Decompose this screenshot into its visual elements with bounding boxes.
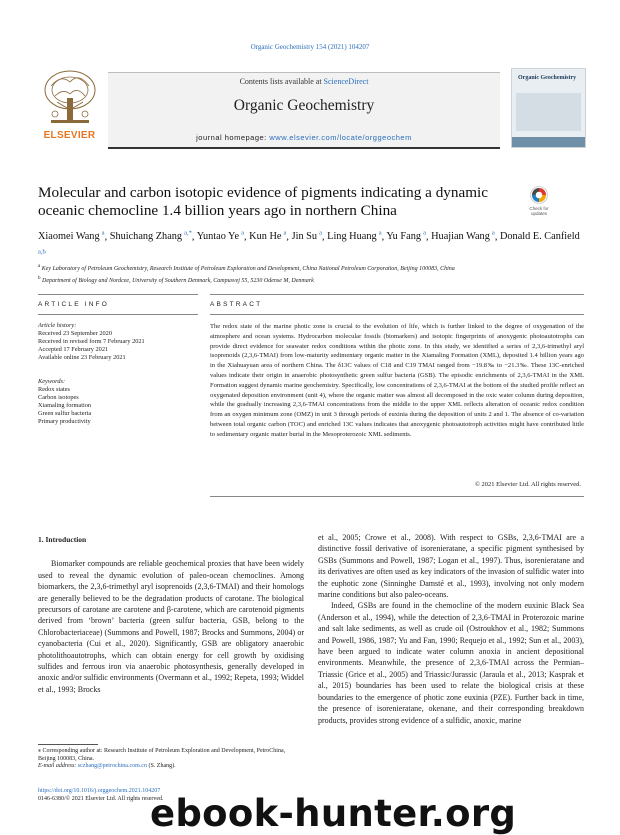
abstract-top-rule: [210, 294, 584, 295]
keyword: Carbon isotopes: [38, 394, 79, 401]
author-name: Ling Huang: [327, 231, 377, 243]
abstract-heading: ABSTRACT: [210, 301, 263, 308]
contents-prefix: Contents lists available at: [239, 77, 324, 86]
keyword: Redox states: [38, 386, 71, 393]
author-name: Huajian Wang: [431, 231, 490, 243]
homepage-link[interactable]: www.elsevier.com/locate/orggeochem: [269, 133, 412, 142]
author-name: Yu Fang: [386, 231, 421, 243]
author[interactable]: [197, 231, 244, 242]
author[interactable]: [249, 231, 286, 242]
journal-homepage: [108, 133, 500, 142]
history-label: Article history:: [38, 322, 77, 329]
abstract-bottom-rule: [210, 496, 584, 497]
author-affiliation-marker[interactable]: a: [101, 230, 105, 237]
author-name: Xiaomei Wang: [38, 231, 100, 243]
intro-paragraph: Biomarker compounds are reliable geochemical proxies that have been widely used to reveal the dynamic evolution of paleo-ocean chemoclines. Among biomarkers, the 2,3,6-trimethyl aryl isoprenoids (2,3,6-TMAI) and their homologs are generally believed to be the degradation products of carotane. The biological precursors of carotane are carotene and β-carotene, which are carotenoid pigments derived from ‘brown’ bacteria (green sulfur bacteria, GSB, belong to the Chlorobacteriaceae) (Summons and Powell, 1987; Brocks and Summons, 2004) or cyanobacteria (Cui et al., 2020). Significantly, GSB are obligatory anaerobic photolithoautotrophs, which can obtain energy for cell growth by oxidising sulfides and ferrous iron via anaerobic photosynthesis, generally developed in anoxic and/or sulfidic environments (Overmann et al., 1992; Repeta, 1993; Widdel et al., 1993; Brocks: [38, 559, 304, 694]
keyword: Primary productivity: [38, 418, 91, 425]
check-updates-label: Check for updates: [529, 206, 549, 216]
author-affiliation-marker[interactable]: a: [423, 230, 426, 237]
footnote-rule: [38, 744, 98, 745]
journal-name[interactable]: Organic Geochemistry: [233, 97, 375, 114]
author[interactable]: [431, 231, 495, 242]
cover-title: Organic Geochemistry: [518, 75, 577, 81]
author-affiliation-marker[interactable]: a,b: [38, 248, 46, 256]
author-affiliation-marker[interactable]: a: [378, 230, 382, 237]
elsevier-logo[interactable]: [38, 66, 101, 146]
journal-cover-thumbnail[interactable]: [511, 68, 586, 148]
body-left-column: [38, 534, 304, 695]
intro-paragraph-continued: et al., 2005; Crowe et al., 2008). With respect to GSBs, 2,3,6-TMAI are a distinctive fossil derivative of isorenieratane, a specific pigment synthesised by GSBs (Summons and Powell, 1987; Logan et al., 1997). Thus, isorenieratane and its derivatives are often used as key indicators of the invasion of sulfidic water into the euphotic zone (Sinninghe Damsté et al., 1993), involving not only modern marine conditions but also paleo-oceans.: [318, 533, 584, 600]
author-name: Yuntao Ye: [196, 231, 240, 243]
copyright-notice: © 2021 Elsevier Ltd. All rights reserved.: [474, 481, 581, 488]
section-title: 1. Introduction: [38, 535, 87, 544]
article-info-top-rule: [38, 294, 198, 295]
author-list: Xiaomei Wang $^a$, Shuichang Zhang $^{a,*}$, Yuntao Ye $^a$, Kun He $^a$, Jin Su $^a$, Ling Huang $^a$, Yu Fang $^a$, Huajian Wang $^a$, Donald E. Canfield $^{a,b}$: [38, 226, 586, 263]
author-name: Kun He: [249, 231, 282, 243]
history-accepted: Accepted 17 February 2021: [38, 346, 109, 353]
email-label: E-mail address:: [38, 763, 78, 770]
elsevier-tree-icon: [41, 68, 99, 128]
cover-artwork: [516, 93, 581, 131]
article-info: [38, 322, 198, 426]
journal-header: [38, 66, 584, 146]
email-link[interactable]: sczhang@petrochina.com.cn: [77, 763, 147, 770]
author-affiliation-marker[interactable]: a,*: [184, 230, 192, 237]
history-received: Received 23 September 2020: [38, 330, 112, 337]
affiliations: [38, 262, 586, 286]
watermark-text: ebook-hunter.org: [150, 792, 517, 835]
cover-strip: [512, 137, 585, 147]
author-name: Donald E. Canfield: [499, 231, 580, 243]
journal-banner: [108, 72, 500, 149]
article-info-heading: ARTICLE INFO: [38, 301, 110, 308]
author[interactable]: [327, 231, 381, 242]
author[interactable]: [386, 231, 426, 242]
homepage-prefix: journal homepage:: [196, 133, 270, 142]
article-title: Molecular and carbon isotopic evidence of pigments indicating a dynamic oceanic chemocline 1.4 billion years ago in northern China: [38, 184, 488, 219]
email-suffix: (S. Zhang).: [146, 763, 176, 770]
history-online: Available online 23 February 2021: [38, 354, 126, 361]
footnote: [38, 748, 304, 771]
author-affiliation-marker[interactable]: a: [491, 230, 495, 237]
abstract-rule: [210, 314, 584, 315]
author-name: Jin Su: [291, 231, 318, 243]
author-affiliation-marker[interactable]: a: [283, 230, 287, 237]
author[interactable]: [38, 231, 105, 242]
journal-citation[interactable]: Organic Geochemistry 154 (2021) 104207: [250, 43, 370, 51]
check-updates-icon: [530, 186, 548, 204]
email-line: [38, 763, 304, 771]
author-name: Shuichang Zhang: [109, 231, 183, 243]
doi-link[interactable]: https://doi.org/10.1016/j.orggeochem.2021.104207: [38, 788, 161, 794]
check-for-updates-button[interactable]: [524, 186, 554, 220]
keyword: Xiamaling formation: [38, 402, 91, 409]
author[interactable]: [110, 231, 192, 242]
sciencedirect-link[interactable]: ScienceDirect: [323, 77, 369, 86]
elsevier-wordmark: ELSEVIER: [43, 130, 96, 141]
contents-line: [108, 77, 500, 86]
keyword: Green sulfur bacteria: [38, 410, 92, 417]
author[interactable]: [292, 231, 322, 242]
history-revised: Received in revised form 7 February 2021: [38, 338, 145, 345]
corresponding-author-note: ⁎ Corresponding author at: Research Institute of Petroleum Exploration and Development, PetroChina, Beijing 100083, China.: [38, 748, 286, 762]
affiliation-b: $^b$ Department of Biology and Nordcee, University of Southern Denmark, Campusvej 55, 5230 Odense M, Denmark: [38, 276, 314, 284]
abstract-text: The redox state of the marine photic zone is crucial to the evolution of life, which is further linked to the degree of oxygenation of the atmosphere and ocean systems. Hydrocarbon molecular fossils (biomarkers) and isotopic fingerprints of anoxygenic photoautotrophs can provide direct evidence for seawater redox conditions within the photic zone. In this study, we identified a series of 2,3,6-trimethyl aryl isoprenoids (2,3,6-TMAI) from low-maturity sedimentary organic matter in the Xiamaling Formation (XML), deposited 1.4 billion years ago in the Xiahuayuan area of northern China. The δ13C values of C18 and C19 TMAI ranged from −19.8‰ to −21.3‰. These 13C-enriched values indicate their origin in anaerobic photosynthetic green sulfur bacteria (GSB). The episodic enrichments of 2,3,6-TMAI in the XML Formation suggest dynamic marine geochemistry. Specifically, low concentrations of 2,3,6-TMAI at the bottom of the studied profile reflect an oxygenated deposition environment (unit 4), where the organic matter was almost all decomposed in the oxic water column during deposition, while the gradually increasing 2,3,6-TMAI concentrations from the middle to the upper XML reflects alteration of oceanic redox condition from an oxygen minimum zone (OMZ) in unit 3 through periods of euxinia during the deposition of units 2 and 1. The absence of co-variation between total organic carbon (TOC) and enriched 13C values indicates that anoxygenic photoautotroph activities might have contributed little to sedimentary organic matter burial in the Mesoproterozoic XML sediments.: [210, 323, 584, 438]
author-affiliation-marker[interactable]: a: [319, 230, 322, 237]
keywords-label: Keywords:: [38, 378, 66, 385]
intro-paragraph-2: Indeed, GSBs are found in the chemocline of the modern euxinic Black Sea (Anderson et al., 1994), while the detection of 2,3,6-TMAI in Proterozoic marine and salt lake sediments, as well as crude oil (Ostroukhov et al., 1982; Summons and Powell, 1986, 1987; Yu and Fan, 1990; Requejo et al., 1992; Sun et al., 2003), have been argued to indicate water column anoxia in ancient depositional environments. Meanwhile, the presence of 2,3,6-TMAI across the Permian–Triassic (Grice et al., 2005) and Triassic/Jurassic (Jaraula et al., 2013; Kasprak et al., 2015) boundaries has been used to relate the biological crisis at these boundaries to the emergence of photic zone euxinia (PZE). Further back in time, the presence of isorenieratane, okenane, and their corresponding breakdown products, provides strong evidence of a sulfidic, anoxic, marine: [318, 601, 584, 725]
author-affiliation-marker[interactable]: a: [241, 230, 244, 237]
spacer: [38, 362, 198, 378]
body-right-column: [318, 532, 584, 726]
issn-line: 0146-6380/© 2021 Elsevier Ltd. All rights reserved.: [38, 796, 164, 802]
affiliation-a: $^a$ Key Laboratory of Petroleum Geochemistry, Research Institute of Petroleum Exploration and Development, China National Petroleum Corporation, Beijing 100083, China: [38, 264, 455, 272]
article-info-rule: [38, 314, 198, 315]
